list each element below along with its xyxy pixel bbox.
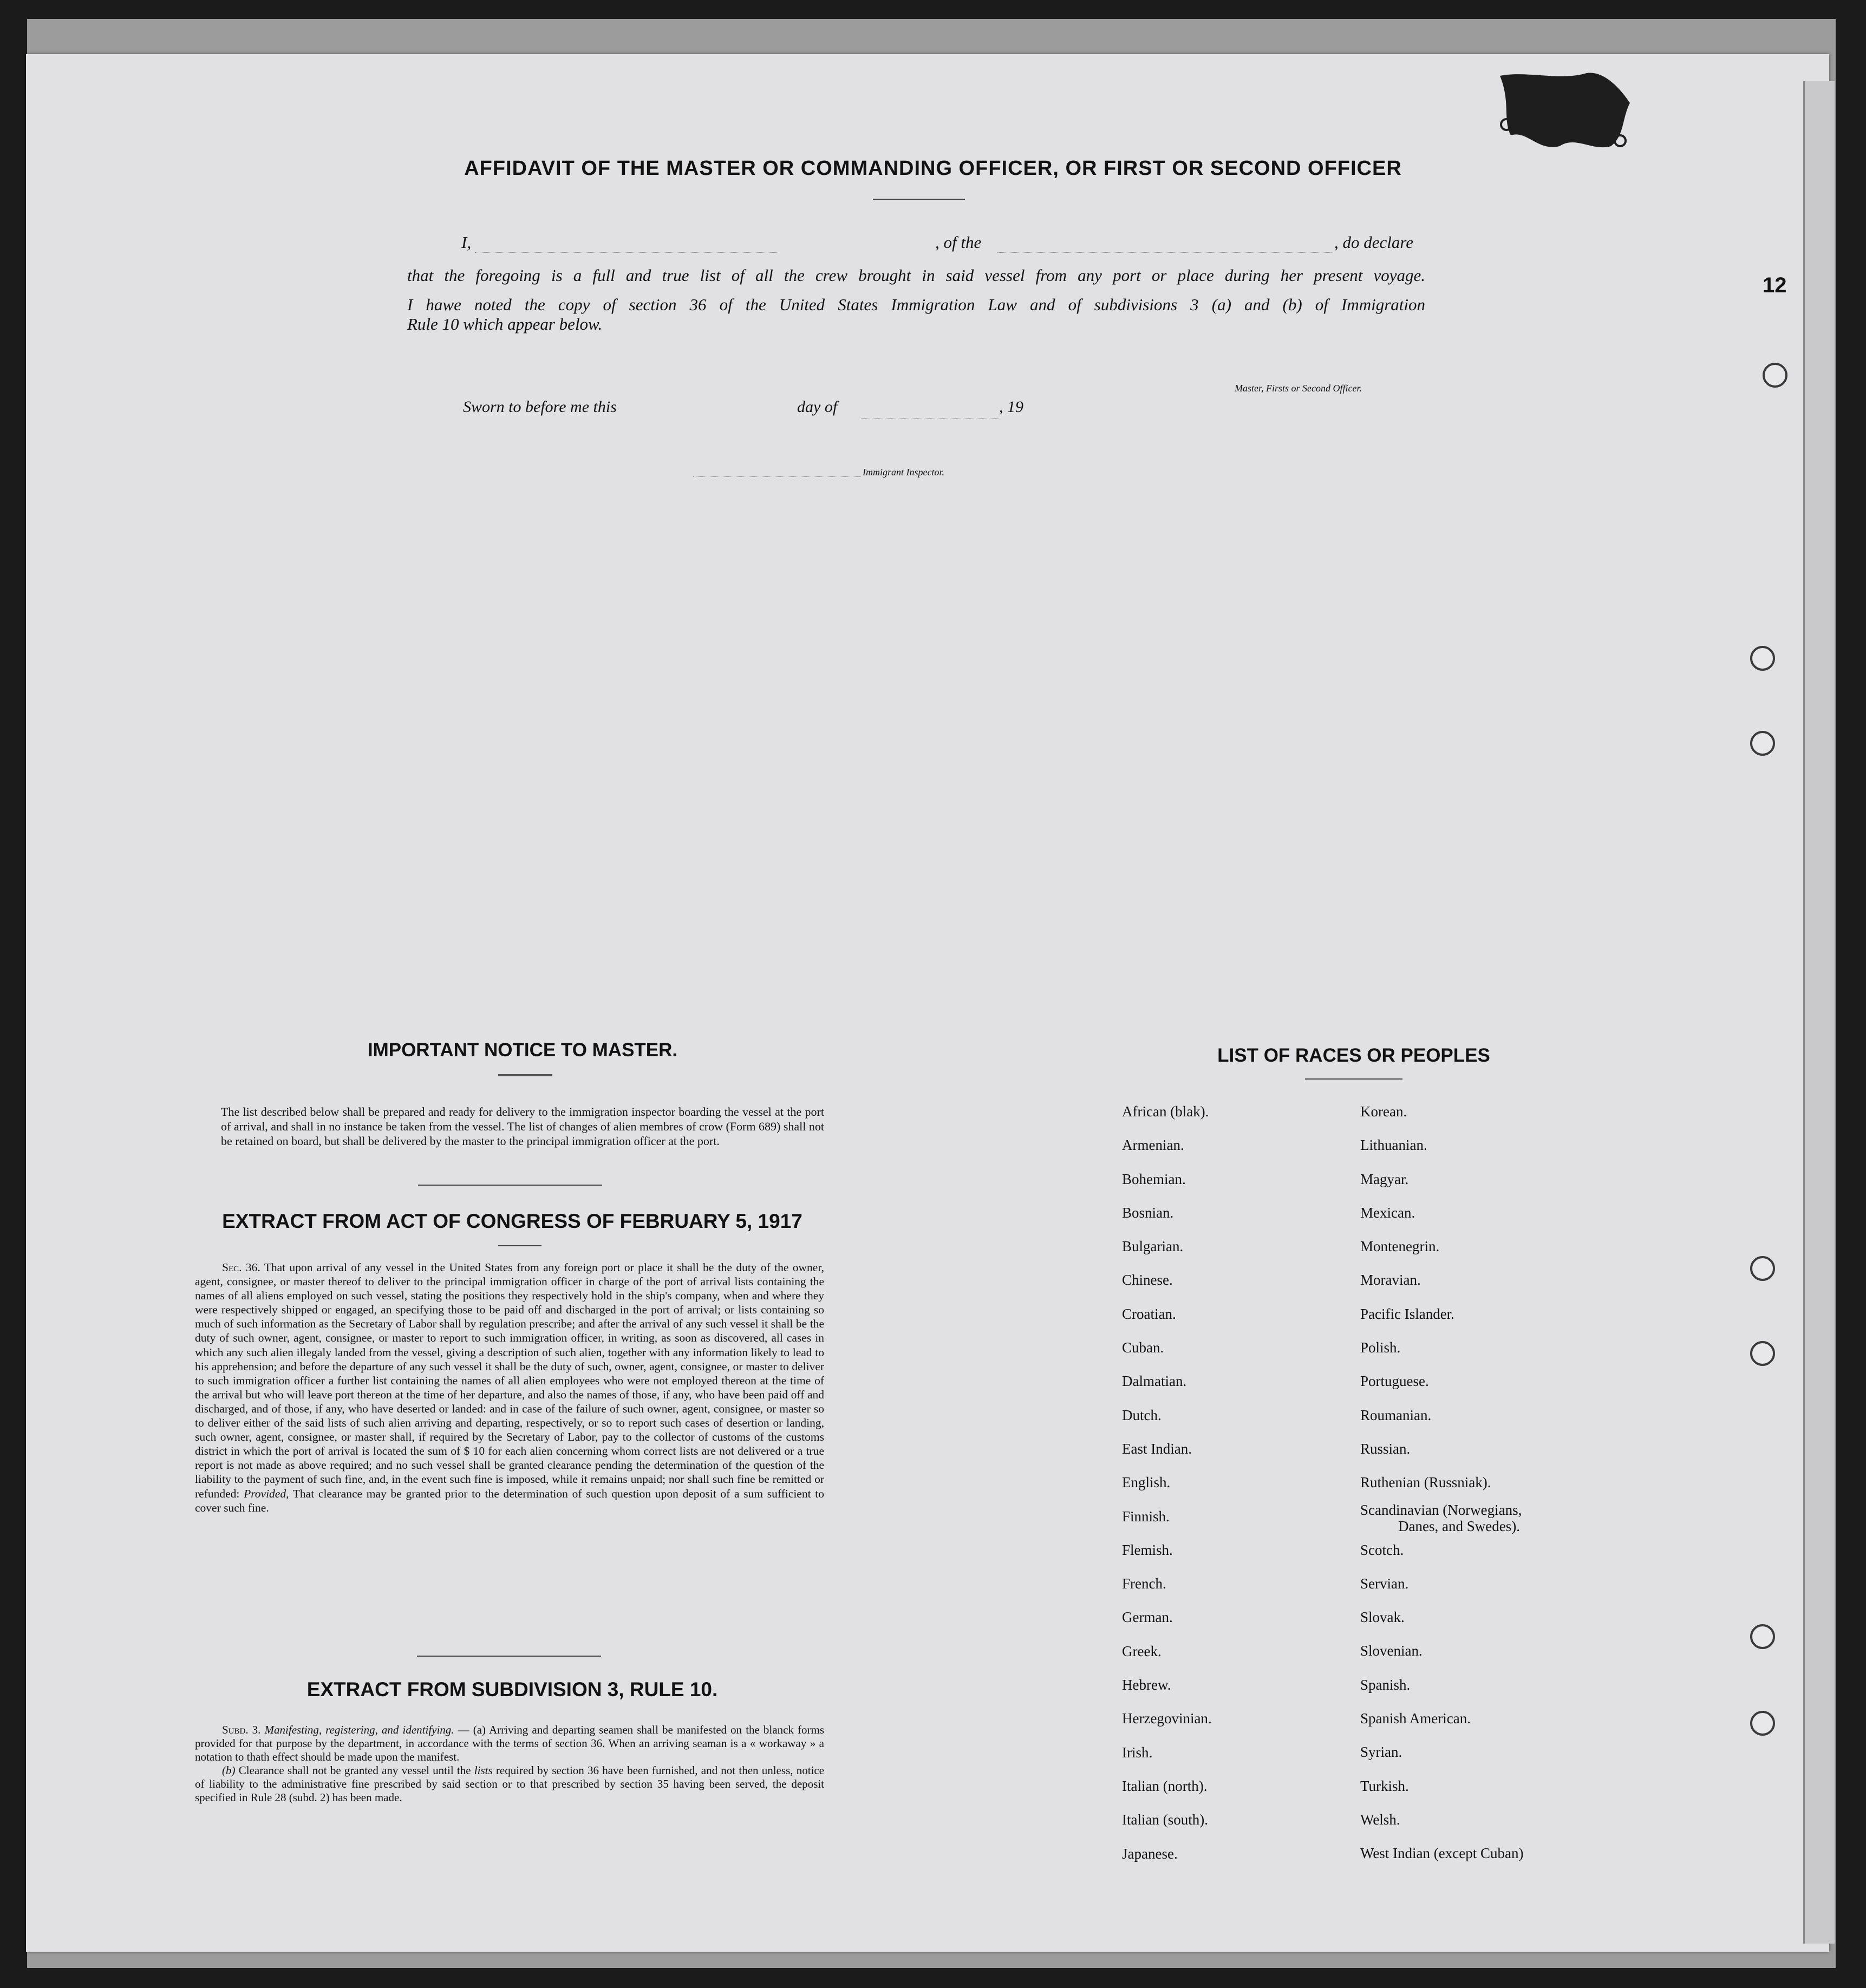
race-item: West Indian (except Cuban) [1360, 1845, 1524, 1862]
sworn-label: Sworn to before me this [463, 398, 617, 416]
para-a: — (a) Arriving and departing seamen shall be manifested on the blanck forms provided for that purpose by the department, in accordance with the terms of section 36. When an arriving seaman is a « workaway » a notation to thath effect should be made upon the manifest. [195, 1723, 824, 1763]
sec-36-body: That upon arrival of any vessel in the United States from any foreign port or place it shall be the duty of the owner, agent, consignee, or master thereof to deliver to the principal immigration officer in charge of the port of arrival lists containing the names of all aliens employed on such vessel, stating the positions they respectively hold in the ship's company, when and where they were respectively shipped or engaged, an specifying those to be paid off and discharged in the port of arrival; or lists containing so much of such information as the Secretary of Labor shall by regulation prescribe; and after the arrival of any such vessel it shall be the duty of such owner, agent, consignee, or master to report to such immigration officer, in writing, as soon as discovered, all cases in which any such alien illegaly landed from the vessel, giving a description of such alien, together with any information likely to lead to his apprehension; and before the departure of any such vessel it shall be the duty of such, owner, agent, consignee, or master to deliver to such immigration officer a further list containing the names of all alien employees who were not employed thereon at the time of the arrival but who will leave port thereon at the time of her departure, and also the names of those, if any, who have been paid off and discharged, and of those, if any, who have deserted or landed: and in case of the failure of such owner, agent, consignee, or master so to deliver either of the said lists of such alien arriving and departing, respectively, or so to report such cases of desertion or landing, such owner, agent, consignee, or master shall, if required by the Secretary of Labor, pay to the collector of customs of the customs district in which the port of arrival is located the sum of $ 10 for each alien concerning whom correct lists are not delivered or a true report is not made as above required; and no such vessel shall be granted clearance pending the determination of the question of the liability to the payment of such fine, and, in the event such fine is imposed, while it remains unpaid; nor shall such fine be remitted or refunded: [195, 1261, 824, 1500]
para-b-lists: lists [474, 1764, 493, 1777]
race-item: Pacific Islander. [1360, 1305, 1454, 1322]
race-item [1360, 1500, 1523, 1533]
race-item: African (blak). [1122, 1103, 1209, 1120]
race-item: Flemish. [1122, 1541, 1173, 1558]
provided-word: Provided, [244, 1487, 289, 1500]
date-blank[interactable] [861, 418, 999, 419]
race-item: Finnish. [1122, 1508, 1170, 1525]
punch-hole [1750, 1711, 1775, 1736]
para-b-part-1: Clearance shall not be granted any vessel until the [238, 1764, 471, 1777]
race-item: Servian. [1360, 1575, 1409, 1592]
decl-i: I, [461, 233, 472, 252]
race-item-line: Danes, and Swedes). [1398, 1518, 1520, 1534]
race-item: Welsh. [1360, 1811, 1400, 1828]
inspector-blank[interactable] [693, 476, 861, 477]
race-item: East Indian. [1122, 1440, 1192, 1457]
race-item: Italian (north). [1122, 1777, 1208, 1794]
race-item: Moravian. [1360, 1272, 1421, 1289]
race-item: Japanese. [1122, 1845, 1178, 1862]
divider [417, 1656, 601, 1657]
race-item: Russian. [1360, 1440, 1411, 1457]
race-item: Slovak. [1360, 1609, 1405, 1626]
race-item: Lithuanian. [1360, 1137, 1427, 1154]
race-item: Spanish. [1360, 1676, 1411, 1693]
race-item: German. [1122, 1609, 1173, 1626]
race-item: Dalmatian. [1122, 1373, 1187, 1390]
race-item: Magyar. [1360, 1170, 1409, 1187]
punch-hole [1750, 1341, 1775, 1366]
race-item: Croatian. [1122, 1305, 1176, 1322]
race-item: Armenian. [1122, 1137, 1184, 1154]
punch-hole [1763, 363, 1787, 388]
day-of-label: day of [797, 398, 838, 416]
race-item: Bulgarian. [1122, 1238, 1184, 1255]
race-item: English. [1122, 1474, 1171, 1491]
races-title: LIST OF RACES OR PEOPLES [1217, 1045, 1490, 1066]
race-item: Slovenian. [1360, 1643, 1423, 1659]
torn-corner-mark [1495, 70, 1635, 157]
race-item: Roumanian. [1360, 1407, 1432, 1423]
race-item: Italian (south). [1122, 1812, 1208, 1828]
race-item: Greek. [1122, 1643, 1162, 1659]
divider [1305, 1078, 1402, 1080]
punch-hole [1750, 1624, 1775, 1649]
page-number-mark: 12 [1763, 273, 1787, 297]
race-item: Spanish American. [1360, 1710, 1471, 1727]
ornament-divider [498, 1074, 552, 1076]
race-item: Bohemian. [1122, 1170, 1186, 1187]
sec-label: Sec. 36. [222, 1261, 260, 1274]
para-b-label: (b) [222, 1764, 236, 1777]
punch-hole [1750, 1256, 1775, 1281]
para-b-part-2: required by section 36 have been furnished, and not then unless, notice of liability to the administrative fine prescribed by said section or to that prescribed by section 35 having been served, the deposit specified in Rule 28 (subd. 2) has been made. [195, 1764, 825, 1804]
race-item: Irish. [1122, 1744, 1153, 1761]
punch-hole [1750, 646, 1775, 671]
declaration-line [407, 233, 1425, 260]
master-signature-label: Master, Firsts or Second Officer. [1235, 383, 1362, 394]
races-left-column [1122, 1095, 1212, 1871]
year-label: , 19 [999, 398, 1023, 416]
subd-heading: Manifesting, registering, and identifying. [264, 1723, 454, 1736]
race-item: Herzegovinian. [1122, 1710, 1212, 1727]
rule-title: EXTRACT FROM SUBDIVISION 3, RULE 10. [306, 1678, 718, 1701]
name-blank[interactable] [475, 252, 778, 253]
notice-title: IMPORTANT NOTICE TO MASTER. [367, 1039, 678, 1061]
divider [498, 1245, 541, 1246]
race-item: Dutch. [1122, 1407, 1162, 1423]
race-item: Cuban. [1122, 1339, 1164, 1356]
inspector-signature-label: Immigrant Inspector. [863, 467, 944, 478]
race-item: Bosnian. [1122, 1204, 1174, 1221]
act-title: EXTRACT FROM ACT OF CONGRESS OF FEBRUARY 5, 1917 [222, 1210, 802, 1232]
punch-hole [1750, 731, 1775, 756]
affidavit-line-2: I hawe noted the copy of section 36 of the United States Immigration Law and of subdivisions 3 (a) and (b) of Immigration [407, 295, 1425, 314]
race-item: Ruthenian (Russniak). [1360, 1474, 1491, 1491]
decl-do-declare: , do declare [1334, 233, 1414, 252]
rule-text [195, 1723, 824, 1804]
race-item: Polish. [1360, 1339, 1401, 1356]
divider [418, 1185, 602, 1186]
race-item: Mexican. [1360, 1204, 1415, 1221]
race-item-line: Scandinavian (Norwegians, [1360, 1501, 1522, 1518]
race-item: Chinese. [1122, 1272, 1173, 1289]
races-right-column [1360, 1095, 1523, 1871]
race-item: Montenegrin. [1360, 1238, 1440, 1255]
act-section-36-text [195, 1260, 824, 1515]
affidavit-line-3: Rule 10 which appear below. [407, 315, 603, 333]
race-item: Korean. [1360, 1103, 1407, 1120]
race-item: Turkish. [1360, 1777, 1409, 1794]
race-item: Syrian. [1360, 1744, 1402, 1761]
vessel-blank[interactable] [997, 252, 1333, 253]
race-item: Hebrew. [1122, 1677, 1171, 1693]
race-item: Portuguese. [1360, 1373, 1429, 1390]
race-item: French. [1122, 1575, 1166, 1592]
race-item: Scotch. [1360, 1541, 1404, 1558]
affidavit-line-1: that the foregoing is a full and true list of all the crew brought in said vessel from any port or place during her present voyage. [407, 266, 1425, 285]
affidavit-title: AFFIDAVIT OF THE MASTER OR COMMANDING OFFICER, OR FIRST OR SECOND OFFICER [464, 157, 1402, 180]
sec-36-end: That clearance may be granted prior to the determination of such question upon deposit of a sum sufficient to cover such fine. [195, 1487, 824, 1514]
decl-of-the: , of the [935, 233, 982, 252]
notice-text: The list described below shall be prepared and ready for delivery to the immigration inspector boarding the vessel at the port of arrival, and shall in no instance be taken from the vessel. The list of changes of alien membres of crow (Form 689) shall not be retained on board, but shall be delivered by the master to the principal immigration officer at the port. [221, 1105, 824, 1148]
page-edge [1803, 81, 1835, 1944]
divider [873, 199, 965, 200]
subd-label: Subd. 3. [222, 1723, 261, 1736]
